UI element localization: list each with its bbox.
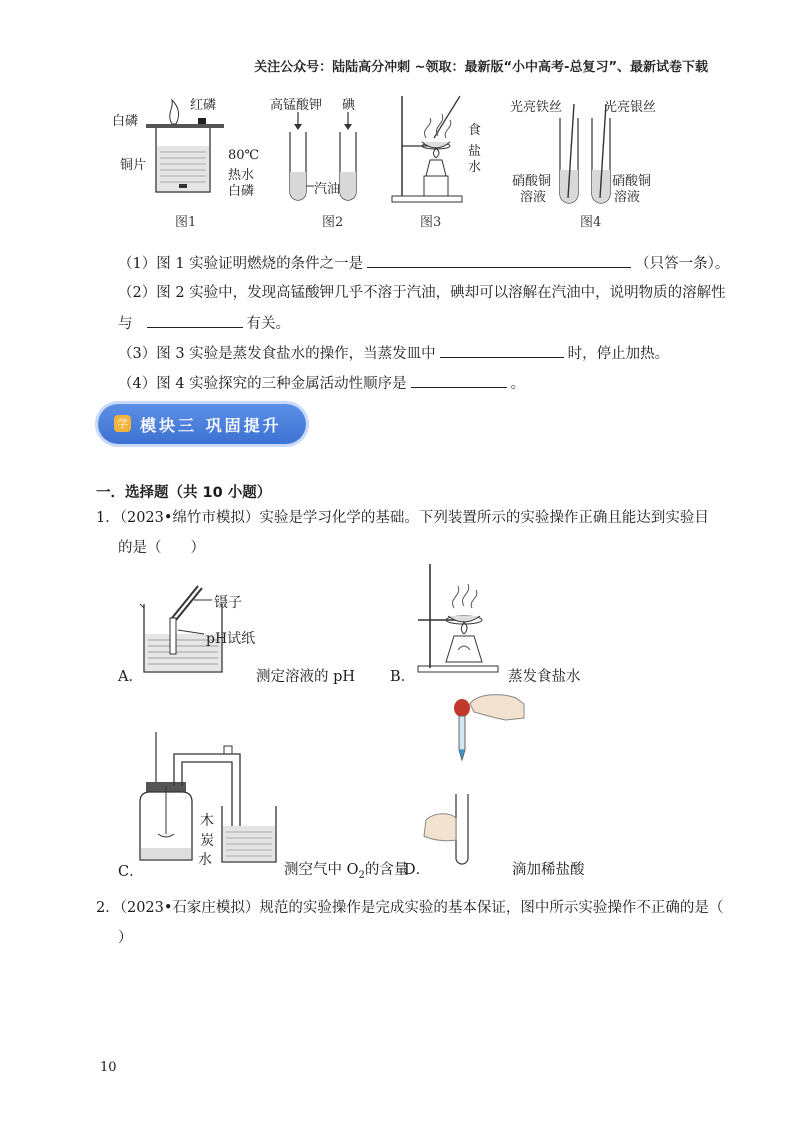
option-a-letter[interactable]: A． <box>118 669 143 685</box>
question-2-suffix: 有关。 <box>246 316 290 332</box>
fig3-label-salt-1: 食 <box>468 123 482 138</box>
fig4-caption: 图4 <box>580 215 602 230</box>
module-banner <box>98 404 306 444</box>
option-c-caption <box>284 860 408 886</box>
question-4-suffix: 。 <box>510 376 526 392</box>
option-b-caption: 蒸发食盐水 <box>508 669 581 685</box>
question-2-line2 <box>118 313 290 334</box>
fig3-caption: 图3 <box>420 215 442 230</box>
q1-stem-line2: 的是（ ） <box>118 540 205 556</box>
question-4-text: （4）图 4 实验探究的三种金属活动性顺序是 <box>118 376 407 392</box>
fig4-label-cuno3-right: 硝酸铜 <box>612 174 652 189</box>
fig1-label-hot-water: 热水 <box>228 168 255 183</box>
fig1-label-white-phosphorus-bottom: 白磷 <box>228 184 255 199</box>
question-3 <box>118 343 669 364</box>
answer-blank-4[interactable] <box>411 373 507 388</box>
option-c-label-charcoal-2: 炭 <box>200 833 214 849</box>
q2-stem-line1: 2．（2023•石家庄模拟）规范的实验操作是完成实验的基本保证，图中所示实验操作不正确的是（ <box>96 900 724 916</box>
q1-stem-line1: 1．（2023•绵竹市模拟）实验是学习化学的基础。下列装置所示的实验操作正确且能达到实验目 <box>96 510 709 526</box>
fig4-label-solution-left: 溶液 <box>520 190 547 205</box>
option-c-caption-suffix: 的含量 <box>364 862 409 878</box>
fig2-label-iodine: 碘 <box>342 98 356 113</box>
fig4-label-silver-wire: 光亮银丝 <box>604 100 657 115</box>
question-4 <box>118 373 525 394</box>
banner-title: 模块三 巩固提升 <box>140 416 282 435</box>
fig3-label-salt-3: 水 <box>468 160 482 175</box>
option-d-caption: 滴加稀盐酸 <box>512 862 585 878</box>
fig4-label-iron-wire: 光亮铁丝 <box>510 100 563 115</box>
option-c-caption-subscript: 2 <box>358 869 365 881</box>
question-1-suffix: （只答一条）。 <box>635 256 730 272</box>
question-2-prefix: 与 <box>118 316 133 332</box>
banner-badge-icon: 学 <box>114 415 131 432</box>
question-3-suffix: 时，停止加热。 <box>567 346 670 362</box>
option-b-evaporation-figure <box>408 562 504 674</box>
fig4-label-solution-right: 溶液 <box>614 190 641 205</box>
option-a-label-tweezers: 镊子 <box>214 595 242 611</box>
fig1-label-white-phosphorus-top: 白磷 <box>112 114 139 129</box>
option-d-dropper-figure <box>420 690 530 872</box>
answer-blank-3[interactable] <box>440 343 564 358</box>
question-1 <box>118 253 729 274</box>
section-title: 一．选择题（共 10 小题） <box>96 485 272 501</box>
question-3-text: （3）图 3 实验是蒸发食盐水的操作，当蒸发皿中 <box>118 346 436 362</box>
question-2-line1: （2）图 2 实验中，发现高锰酸钾几乎不溶于汽油，碘却可以溶解在汽油中，说明物质的溶解性 <box>118 285 726 301</box>
fig1-label-red-phosphorus: 红磷 <box>190 98 217 113</box>
fig4-label-cuno3-left: 硝酸铜 <box>512 174 552 189</box>
option-d-letter[interactable]: D． <box>404 862 431 878</box>
fig2-caption: 图2 <box>322 215 344 230</box>
option-a-caption: 测定溶液的 pH <box>256 669 356 685</box>
header-note: 关注公众号：陆陆高分冲刺 ~领取：最新版“小中高考-总复习”、最新试卷下载 <box>254 60 708 75</box>
page-number: 10 <box>100 1060 117 1075</box>
option-c-letter[interactable]: C． <box>118 864 144 880</box>
figure-3-evaporation <box>390 92 470 210</box>
fig1-label-copper: 铜片 <box>120 158 147 173</box>
option-c-caption-text: 测空气中 O <box>284 862 359 878</box>
option-c-label-water: 水 <box>198 852 212 868</box>
option-a-label-ph-paper: pH试纸 <box>206 631 256 647</box>
question-1-text: （1）图 1 实验证明燃烧的条件之一是 <box>118 256 364 272</box>
fig3-label-salt-2: 盐 <box>468 144 482 159</box>
fig1-label-temp: 80℃ <box>228 148 260 163</box>
answer-blank-2[interactable] <box>147 313 243 328</box>
option-b-letter[interactable]: B． <box>390 669 416 685</box>
fig1-caption: 图1 <box>175 215 197 230</box>
fig2-label-gasoline: 汽油 <box>314 182 341 197</box>
q2-stem-line2: ） <box>118 930 133 946</box>
fig2-label-kmno4: 高锰酸钾 <box>270 98 323 113</box>
answer-blank-1[interactable] <box>367 253 631 268</box>
option-c-label-charcoal-1: 木 <box>200 813 214 829</box>
